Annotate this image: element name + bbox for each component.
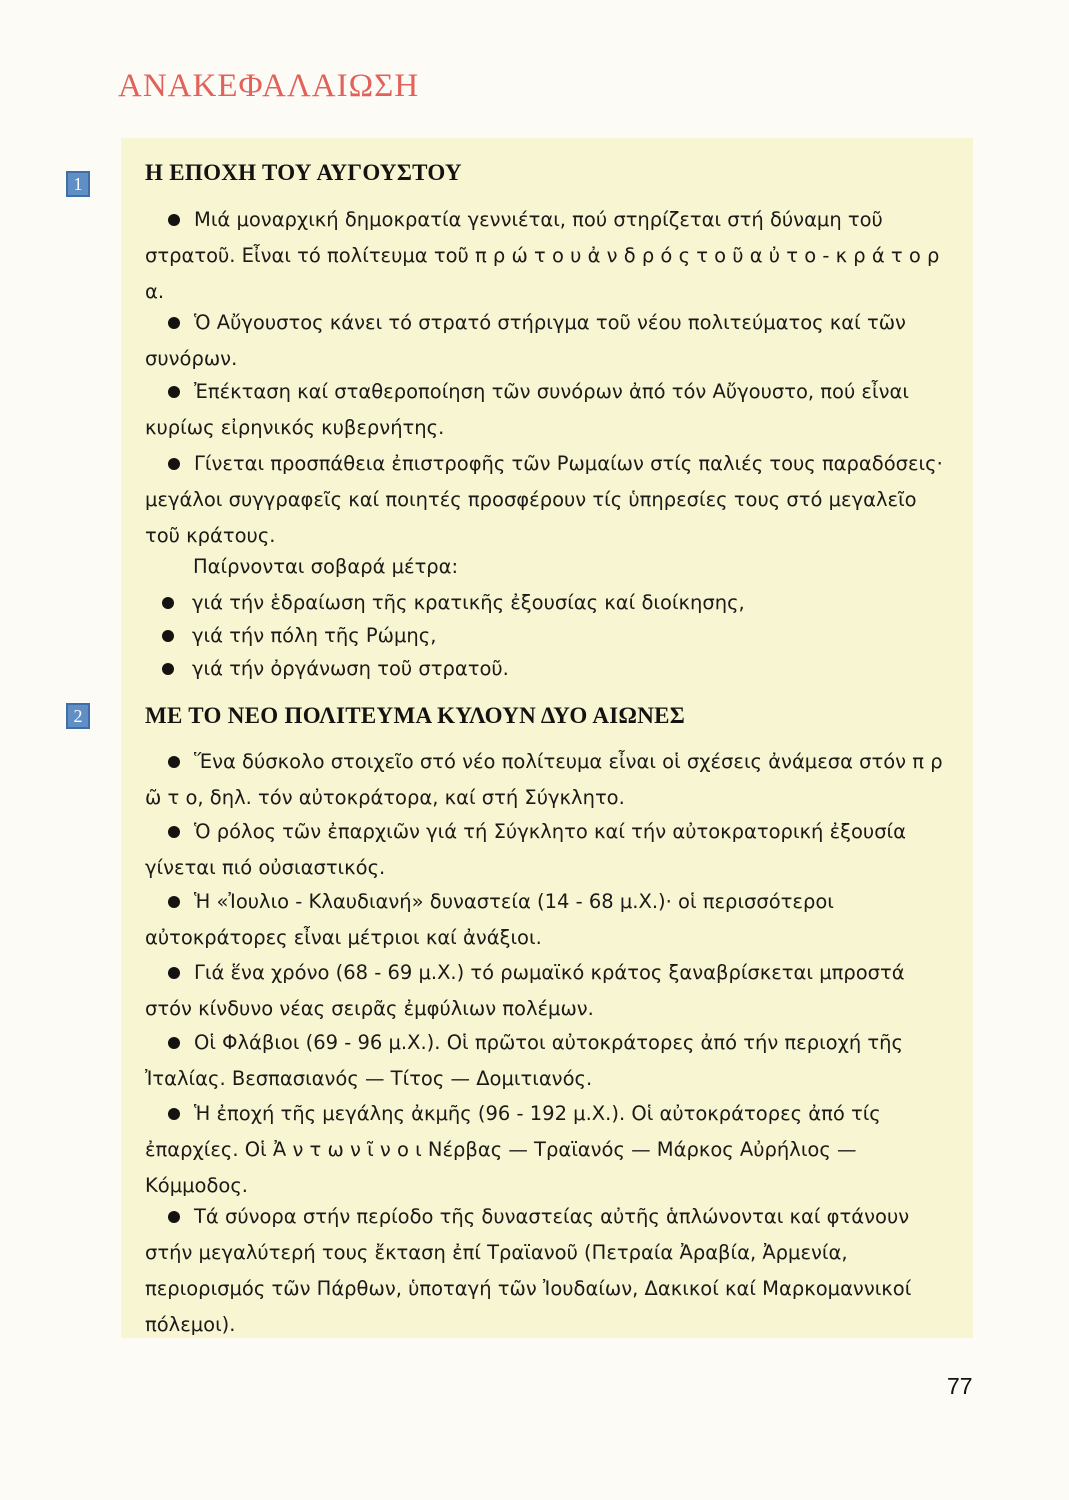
summary-paragraph: Τά σύνορα στήν περίοδο τῆς δυναστείας αὐτῆς ἁπλώνονται καί φτάνουν στήν μεγαλύτερή τους ἔκταση ἐπί Τραϊανοῦ (Πετραία Ἀραβία, Ἀρμενία, περιορισμός τῶν Πάρθων, ὑποταγή τῶν Ἰουδαίων, Δακικοί καί Μαρκομαννικοί πόλεμοι).: [145, 1205, 912, 1336]
list-item: γιά τήν ὀργάνωση τοῦ στρατοῦ.: [162, 652, 745, 685]
bullet-icon: [168, 386, 180, 398]
summary-paragraph: Ἡ ἐποχή τῆς μεγάλης ἀκμῆς (96 - 192 μ.Χ.). Οἱ αὐτοκράτορες ἀπό τίς ἐπαρχίες. Οἱ Ἀ ν τ ω ν ῖ ν ο ι Νέρβας — Τραϊανός — Μάρκος Αὐρήλιος — Κόμμοδος.: [145, 1102, 881, 1197]
bullet-icon: [168, 458, 180, 470]
summary-paragraph: Ὁ ρόλος τῶν ἐπαρχιῶν γιά τή Σύγκλητο καί τήν αὐτοκρατορική ἐξουσία γίνεται πιό οὐσιαστικός.: [145, 820, 907, 879]
list-item: γιά τήν ἑδραίωση τῆς κρατικῆς ἐξουσίας καί διοίκησης,: [162, 586, 745, 619]
summary-paragraph: Ἡ «Ἰουλιο - Κλαυδιανή» δυναστεία (14 - 68 μ.Χ.)· οἱ περισσότεροι αὐτοκράτορες εἶναι μέτριοι καί ἀνάξιοι.: [145, 890, 834, 949]
bullet-icon: [162, 630, 174, 642]
section-title: ΜΕ ΤΟ ΝΕΟ ΠΟΛΙΤΕΥΜΑ ΚΥΛΟΥΝ ΔΥΟ ΑΙΩΝΕΣ: [145, 703, 686, 728]
summary-paragraph: Γιά ἕνα χρόνο (68 - 69 μ.Χ.) τό ρωμαϊκό κράτος ξαναβρίσκεται μπροστά στόν κίνδυνο νέας σειρᾶς ἐμφύλιων πολέμων.: [145, 961, 905, 1020]
page-number: 77: [947, 1373, 973, 1399]
summary-paragraph: Οἱ Φλάβιοι (69 - 96 μ.Χ.). Οἱ πρῶτοι αὐτοκράτορες ἀπό τήν περιοχή τῆς Ἰταλίας. Βεσπασιανός — Τίτος — Δομιτιανός.: [145, 1031, 903, 1090]
measures-list: [162, 586, 745, 685]
summary-paragraph: Ἕνα δύσκολο στοιχεῖο στό νέο πολίτευμα εἶναι οἱ σχέσεις ἀνάμεσα στόν π ρ ῶ τ ο, δηλ. τόν αὐτοκράτορα, καί στή Σύγκλητο.: [145, 750, 943, 809]
bullet-icon: [168, 756, 180, 768]
section-number-badge: 2: [66, 703, 90, 729]
summary-paragraph: Ὁ Αὔγουστος κάνει τό στρατό στήριγμα τοῦ νέου πολιτεύματος καί τῶν συνόρων.: [145, 311, 906, 370]
section-number-badge: 1: [66, 171, 90, 197]
bullet-icon: [168, 214, 180, 226]
bullet-icon: [162, 597, 174, 609]
summary-paragraph: Μιά μοναρχική δημοκρατία γεννιέται, πού στηρίζεται στή δύναμη τοῦ στρατοῦ. Εἶναι τό πολίτευμα τοῦ π ρ ώ τ ο υ ἀ ν δ ρ ό ς τ ο ῦ α ὐ τ ο - κ ρ ά τ ο ρ α.: [145, 208, 940, 303]
bullet-icon: [168, 1108, 180, 1120]
bullet-icon: [168, 826, 180, 838]
bullet-icon: [162, 663, 174, 675]
bullet-icon: [168, 317, 180, 329]
bullet-icon: [168, 896, 180, 908]
bullet-icon: [168, 1211, 180, 1223]
measures-heading: Παίρνονται σοβαρά μέτρα:: [193, 555, 459, 578]
list-item: γιά τήν πόλη τῆς Ρώμης,: [162, 619, 745, 652]
section-title: Η ΕΠΟΧΗ ΤΟΥ ΑΥΓΟΥΣΤΟΥ: [145, 160, 462, 185]
bullet-icon: [168, 1037, 180, 1049]
summary-paragraph: Ἐπέκταση καί σταθεροποίηση τῶν συνόρων ἀπό τόν Αὔγουστο, πού εἶναι κυρίως εἰρηνικός κυβερνήτης.: [145, 380, 909, 439]
page-title: ΑΝΑΚΕΦΑΛΑΙΩΣΗ: [118, 68, 420, 104]
bullet-icon: [168, 967, 180, 979]
summary-paragraph: Γίνεται προσπάθεια ἐπιστροφῆς τῶν Ρωμαίων στίς παλιές τους παραδόσεις· μεγάλοι συγγραφεῖς καί ποιητές προσφέρουν τίς ὑπηρεσίες τους στό μεγαλεῖο τοῦ κράτους.: [145, 452, 943, 547]
